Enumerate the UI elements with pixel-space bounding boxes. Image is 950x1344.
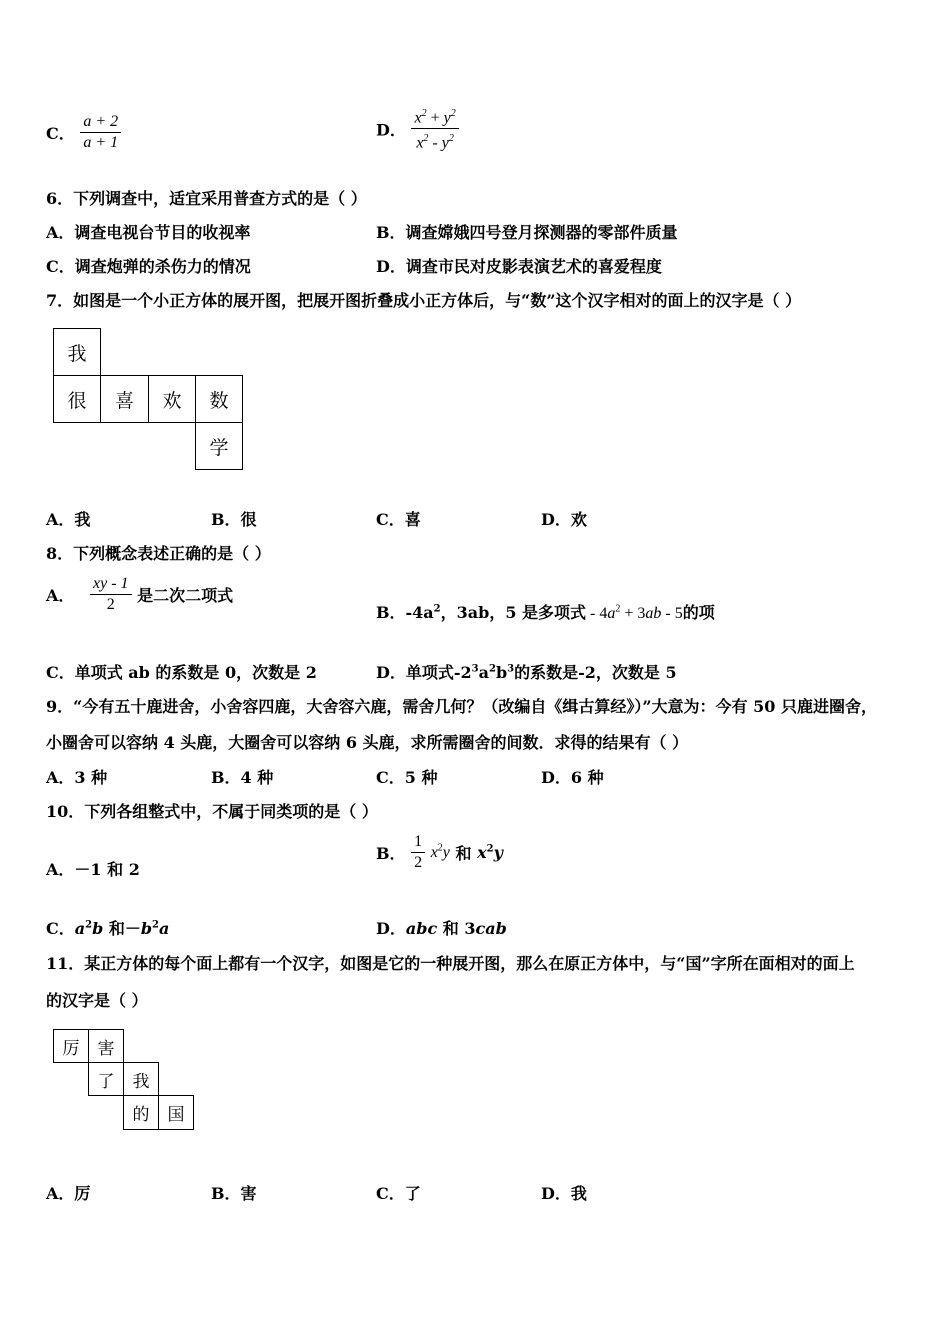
q9-option-c: C．5 种	[376, 768, 438, 787]
q11-option-c: C．了	[376, 1184, 421, 1203]
q10-b-fraction: $\frac{1}{2}$	[411, 832, 425, 873]
q7-option-b: B．很	[211, 510, 257, 529]
q9-stem-line2: 小圈舍可以容纳 4 头鹿，大圈舍可以容纳 6 头鹿，求所需圈舍的间数．求得的结果有（ ）	[46, 733, 689, 752]
q11-option-d: D．我	[541, 1184, 587, 1203]
q7-stem: 7．如图是一个小正方体的展开图，把展开图折叠成小正方体后，与“数”这个汉字相对的面上的汉字是（ ）	[46, 291, 802, 310]
q10-option-a: A．－1 和 2	[46, 860, 140, 879]
q7-cell-xi: 喜	[100, 375, 149, 423]
q6-option-c: C．调查炮弹的杀伤力的情况	[46, 257, 251, 276]
q11-cell-guo: 国	[158, 1095, 194, 1130]
q11-cell-de: 的	[123, 1095, 159, 1130]
q8-stem: 8．下列概念表述正确的是（ ）	[46, 544, 271, 563]
q9-option-b: B．4 种	[211, 768, 274, 787]
q8-option-d: D．单项式$-2^3a^2b^3$的系数是-2，次数是 5	[376, 663, 677, 682]
q7-option-c: C．喜	[376, 510, 421, 529]
q11-cell-li: 厉	[53, 1029, 89, 1063]
q11-option-a: A．厉	[46, 1184, 91, 1203]
q6-option-d: D．调查市民对皮影表演艺术的喜爱程度	[376, 257, 662, 276]
q11-cell-hai: 害	[88, 1029, 124, 1063]
q6-stem: 6．下列调查中，适宜采用普查方式的是（ ）	[46, 189, 367, 208]
q6-option-b: B．调查嫦娥四号登月探测器的零部件质量	[376, 223, 678, 242]
q11-cell-le: 了	[88, 1062, 124, 1096]
q9-stem-line1: 9．“今有五十鹿进舍，小舍容四鹿，大舍容六鹿，需舍几何？（改编自《缉古算经》）”大意为：今有 50 只鹿进圈舍，	[46, 697, 877, 716]
q10-option-d: D．abc 和 3cab	[376, 919, 507, 938]
q7-cell-hen: 很	[53, 375, 101, 423]
q6-option-a: A．调查电视台节目的收视率	[46, 223, 251, 242]
q9-option-a: A．3 种	[46, 768, 108, 787]
q10-option-c: C．$a^2b$ 和$-b^2a$	[46, 919, 170, 938]
q7-cell-huan: 欢	[148, 375, 196, 423]
q5-d-fraction: $\frac{x^2 + y^2}{x^2 - y^2}$	[411, 104, 458, 154]
q7-cell-wo: 我	[53, 328, 101, 376]
q10-stem: 10．下列各组整式中，不属于同类项的是（ ）	[46, 802, 378, 821]
q8-option-c: C．单项式 ab 的系数是 0，次数是 2	[46, 663, 317, 682]
q8-option-b: B．$-4a^2$，3ab，5 是多项式 - $4a^2 + 3ab - 5$的项	[376, 603, 715, 622]
q7-option-d: D．欢	[541, 510, 587, 529]
q10-option-b: B． $\frac{1}{2}$ $x^2y$ 和 $x^2y$	[376, 833, 503, 871]
q5-option-d: D． $\frac{x^2 + y^2}{x^2 - y^2}$	[376, 104, 459, 154]
q9-option-d: D．6 种	[541, 768, 604, 787]
q8-option-a: A． $\frac{xy - 1}{2}$ 是二次二项式	[46, 575, 234, 613]
q7-option-a: A．我	[46, 510, 91, 529]
q5-option-c: C． $\frac{a + 2}{a + 1}$	[46, 112, 121, 153]
q7-cell-shu: 数	[195, 375, 243, 423]
q11-option-b: B．害	[211, 1184, 257, 1203]
q5-c-fraction: $\frac{a + 2}{a + 1}$	[80, 112, 121, 153]
q8-a-fraction: $\frac{xy - 1}{2}$	[90, 574, 132, 615]
q11-stem-line1: 11．某正方体的每个面上都有一个汉字，如图是它的一种展开图，那么在原正方体中，与“国”字所在面相对的面上	[46, 954, 855, 973]
q7-cell-xue: 学	[195, 422, 243, 470]
q11-cell-wo: 我	[123, 1062, 159, 1096]
q11-stem-line2: 的汉字是（ ）	[46, 991, 148, 1010]
